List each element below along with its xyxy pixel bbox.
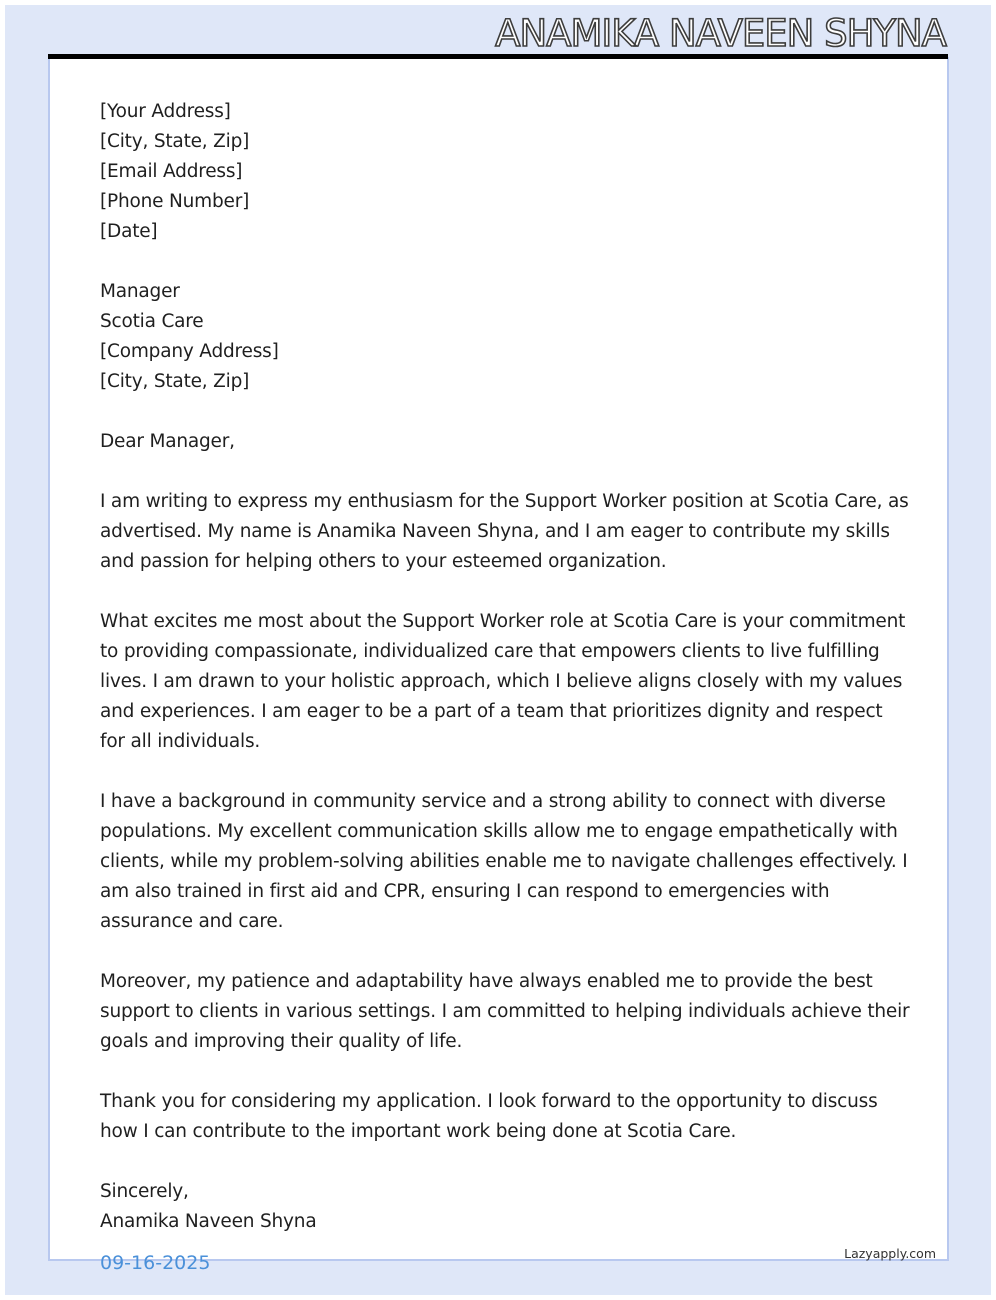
recipient-city-state-zip: [City, State, Zip]: [100, 371, 250, 392]
sender-phone: [Phone Number]: [100, 191, 250, 212]
cover-letter-body: [100, 97, 910, 1237]
footer-date: 09-16-2025: [100, 1252, 211, 1274]
body-paragraph: What excites me most about the Support Worker role at Scotia Care is your commitment to providing compassionate, individualized care that empowers clients to live fulfilling lives. I am drawn to your holistic approach, which I believe aligns closely with my values and experiences. I am eager to be a part of a team that prioritizes dignity and respect for all individuals.: [100, 611, 906, 752]
sender-block: [100, 97, 910, 247]
recipient-block: [100, 277, 910, 397]
body-paragraph: I have a background in community service and a strong ability to connect with diverse populations. My excellent communication skills allow me to engage empathetically with clients, while my problem-solving abilities enable me to navigate challenges effectively. I am also trained in first aid and CPR, ensuring I can respond to emergencies with assurance and care.: [100, 791, 908, 932]
valediction: Sincerely,: [100, 1181, 189, 1202]
body-paragraph: I am writing to express my enthusiasm for the Support Worker position at Scotia Care, as advertised. My name is Anamika Naveen Shyna, and I am eager to contribute my skills and passion for helping others to your esteemed organization.: [100, 491, 909, 572]
body-paragraph: Moreover, my patience and adaptability have always enabled me to provide the best support to clients in various settings. I am committed to helping individuals achieve their goals and improving their quality of life.: [100, 971, 910, 1052]
recipient-title: Manager: [100, 281, 180, 302]
sender-email: [Email Address]: [100, 161, 243, 182]
applicant-name-heading: ANAMIKA NAVEEN SHYNA: [495, 12, 946, 55]
salutation: Dear Manager,: [100, 431, 235, 452]
recipient-company: Scotia Care: [100, 311, 204, 332]
sender-address: [Your Address]: [100, 101, 231, 122]
recipient-address: [Company Address]: [100, 341, 279, 362]
brand-watermark: Lazyapply.com: [844, 1246, 936, 1261]
body-paragraph: Thank you for considering my application. I look forward to the opportunity to discuss how I can contribute to the important work being done at Scotia Care.: [100, 1091, 878, 1142]
sender-date: [Date]: [100, 221, 158, 242]
signature: Anamika Naveen Shyna: [100, 1211, 317, 1232]
sender-city-state-zip: [City, State, Zip]: [100, 131, 250, 152]
